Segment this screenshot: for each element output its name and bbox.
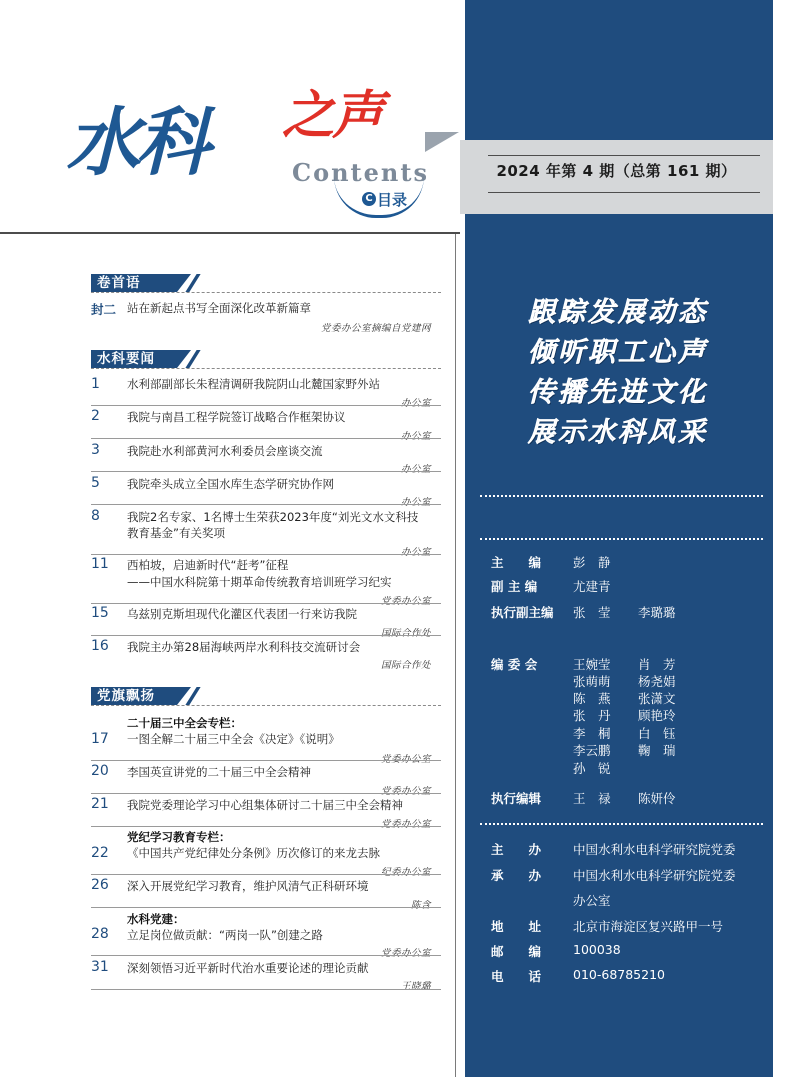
toc-page-number: 21: [91, 796, 109, 812]
toc-entry-title: 乌兹别克斯坦现代化灌区代表团一行来访我院: [127, 607, 357, 621]
toc-page-number: 26: [91, 877, 109, 893]
slogan-3: 传播先进文化: [528, 377, 708, 408]
panel-divider-lower: [480, 823, 763, 825]
entry-rule: [91, 826, 441, 827]
logo-contents-text: Contents: [292, 158, 429, 187]
masthead-label: 邮 编: [491, 944, 542, 959]
entry-rule: [91, 907, 441, 908]
section-header-dangqipiaoyang: [91, 687, 201, 705]
toc-entry-title: 站在新起点书写全面深化改革新篇章: [127, 301, 311, 315]
toc-entry-author: 党委办公室摘编自党建网: [320, 323, 431, 334]
section-title: 党旗飘扬: [97, 688, 155, 704]
logo-main-text: 水科: [66, 100, 206, 186]
masthead-value: 彭 静: [573, 555, 611, 570]
section-header-juanshouyu: [91, 274, 201, 292]
editor-name: 张潇文: [638, 691, 676, 706]
masthead-value: 尤建青: [573, 579, 611, 594]
entry-rule: [91, 405, 441, 406]
section-rule: [91, 292, 441, 293]
issue-number: 2024 年第 4 期（总第 161 期）: [496, 162, 737, 180]
toc-entry-title: 我院赴水利部黄河水利委员会座谈交流: [127, 444, 323, 458]
subsection-title: 二十届三中全会专栏：: [127, 716, 242, 730]
toc-entry-title: 我院党委理论学习中心组集体研讨二十届三中全会精神: [127, 798, 403, 812]
issue-bottom-rule: [488, 192, 760, 193]
toc-entry-author: 国际合作处: [380, 628, 431, 639]
toc-entry-author: 党委办公室: [380, 596, 431, 607]
toc-entry-author: 办公室: [400, 398, 431, 409]
section-header-shuikeyaowen: [91, 350, 201, 368]
toc-entry-title-line2: ——中国水科院第十期革命传统教育培训班学习纪实: [127, 575, 392, 589]
toc-entry-author: 党委办公室: [380, 819, 431, 830]
toc-entry-title: 深刻领悟习近平新时代治水重要论述的理论贡献: [127, 961, 369, 975]
toc-entry-title: 李国英宣讲党的二十届三中全会精神: [127, 765, 311, 779]
masthead-value: 010-68785210: [573, 967, 665, 982]
toc-entry-title: 我院与南昌工程学院签订战略合作框架协议: [127, 410, 346, 424]
editor-name: 李云鹏: [573, 743, 611, 758]
toc-entry-author: 办公室: [400, 464, 431, 475]
toc-entry-author: 陈含: [410, 900, 431, 911]
toc-entry-author: 纪委办公室: [380, 867, 431, 878]
right-margin: [773, 0, 793, 1077]
masthead-value: 中国水利水电科学研究院党委: [573, 842, 736, 857]
panel-divider-mid: [480, 538, 763, 540]
masthead-label: 执行副主编: [491, 605, 554, 620]
entry-rule: [91, 438, 441, 439]
masthead-label: 编 委 会: [491, 657, 538, 672]
editor-name: 张 丹: [573, 708, 611, 723]
toc-entry-title: 我院主办第28届海峡两岸水利科技交流研讨会: [127, 640, 361, 654]
toc-page-number: 2: [91, 408, 100, 424]
masthead-label: 主 编: [491, 555, 542, 570]
masthead-value: 王 禄: [573, 791, 611, 806]
toc-entry-author: 党委办公室: [380, 754, 431, 765]
masthead-value: 100038: [573, 942, 621, 957]
logo-c-icon: C: [362, 192, 376, 206]
toc-entry-title: 一图全解二十届三中全会《决定》《说明》: [127, 732, 340, 746]
toc-page-number: 17: [91, 731, 109, 747]
toc-entry-author: 办公室: [400, 497, 431, 508]
toc-entry-title: 水利部副部长朱程清调研我院阴山北麓国家野外站: [127, 377, 380, 391]
entry-rule: [91, 955, 441, 956]
toc-entry-title: 立足岗位做贡献：“两岗一队”创建之路: [127, 928, 323, 942]
toc-entry-title: 深入开展党纪学习教育，维护风清气正科研环境: [127, 879, 369, 893]
masthead-value: 张 莹: [573, 605, 611, 620]
entry-rule: [91, 471, 441, 472]
entry-rule: [91, 635, 441, 636]
editor-name: 张萌萌: [573, 674, 611, 689]
subsection-title: 党纪学习教育专栏：: [127, 830, 231, 844]
masthead-label: 电 话: [491, 969, 542, 984]
entry-rule: [91, 504, 441, 505]
toc-page-number: 8: [91, 508, 100, 524]
logo-accent-text: 之声: [282, 86, 383, 146]
toc-entry-author: 国际合作处: [380, 660, 431, 671]
slogan-4: 展示水科风采: [528, 417, 708, 448]
issue-top-rule: [488, 155, 760, 156]
entry-rule: [91, 554, 441, 555]
slogan-2: 倾听职工心声: [528, 337, 708, 368]
editor-name: 王婉莹: [573, 657, 611, 672]
masthead-label: 副 主 编: [491, 579, 538, 594]
toc-page-number: 5: [91, 475, 100, 491]
editor-name: 孙 锐: [573, 761, 611, 776]
masthead-value: 办公室: [573, 893, 611, 908]
editor-name: 陈 燕: [573, 691, 611, 706]
toc-page-number: 15: [91, 605, 109, 621]
masthead-label: 承 办: [491, 868, 542, 883]
toc-entry-author: 办公室: [400, 547, 431, 558]
editor-name: 杨尧娟: [638, 674, 676, 689]
toc-page-number: 3: [91, 442, 100, 458]
header-divider: [0, 232, 460, 234]
toc-page-number: 11: [91, 556, 109, 572]
column-divider: [455, 234, 456, 1077]
toc-page-number: 28: [91, 926, 109, 942]
toc-entry-author: 王晓璐: [400, 981, 431, 992]
masthead-value: 中国水利水电科学研究院党委: [573, 868, 736, 883]
masthead-label: 地 址: [491, 919, 542, 934]
toc-page-number: 20: [91, 763, 109, 779]
toc-entry-title: 我院2名专家、1名博士生荣获2023年度“刘光文水文科技: [127, 510, 419, 524]
toc-page-number: 封二: [91, 302, 117, 317]
toc-entry-title-line2: 教育基金”有关奖项: [127, 526, 225, 540]
entry-rule: [91, 989, 441, 990]
toc-entry-title: 我院牵头成立全国水库生态学研究协作网: [127, 477, 334, 491]
editor-name: 顾艳玲: [638, 708, 676, 723]
subsection-title: 水科党建：: [127, 912, 185, 926]
entry-rule: [91, 793, 441, 794]
logo-mulu-text: 目录: [377, 191, 408, 209]
entry-rule: [91, 760, 441, 761]
editor-name: 鞠 瑞: [638, 743, 676, 758]
masthead-label: 主 办: [491, 842, 542, 857]
toc-page-number: 22: [91, 845, 109, 861]
masthead-value: 陈妍伶: [638, 791, 676, 806]
panel-divider-top: [480, 495, 763, 497]
entry-rule: [91, 874, 441, 875]
toc-page-number: 31: [91, 959, 109, 975]
section-title: 水科要闻: [97, 351, 155, 367]
toc-entry-title: 《中国共产党纪律处分条例》历次修订的来龙去脉: [127, 846, 380, 860]
section-rule: [91, 705, 441, 706]
section-title: 卷首语: [97, 275, 141, 291]
editor-name: 肖 芳: [638, 657, 676, 672]
entry-rule: [91, 603, 441, 604]
toc-page-number: 16: [91, 638, 109, 654]
editor-name: 白 钰: [638, 726, 676, 741]
toc-entry-author: 党委办公室: [380, 948, 431, 959]
editor-name: 李 桐: [573, 726, 611, 741]
toc-entry-author: 办公室: [400, 431, 431, 442]
toc-entry-author: 党委办公室: [380, 786, 431, 797]
masthead-value: 北京市海淀区复兴路甲一号: [573, 919, 724, 934]
slogan-1: 跟踪发展动态: [528, 297, 708, 328]
masthead-label: 执行编辑: [491, 791, 542, 806]
logo-triangle: [425, 132, 459, 152]
section-rule: [91, 368, 441, 369]
toc-page-number: 1: [91, 376, 100, 392]
masthead-value: 李璐璐: [638, 605, 676, 620]
toc-entry-title: 西柏坡，启迪新时代“赶考”征程: [127, 558, 289, 572]
